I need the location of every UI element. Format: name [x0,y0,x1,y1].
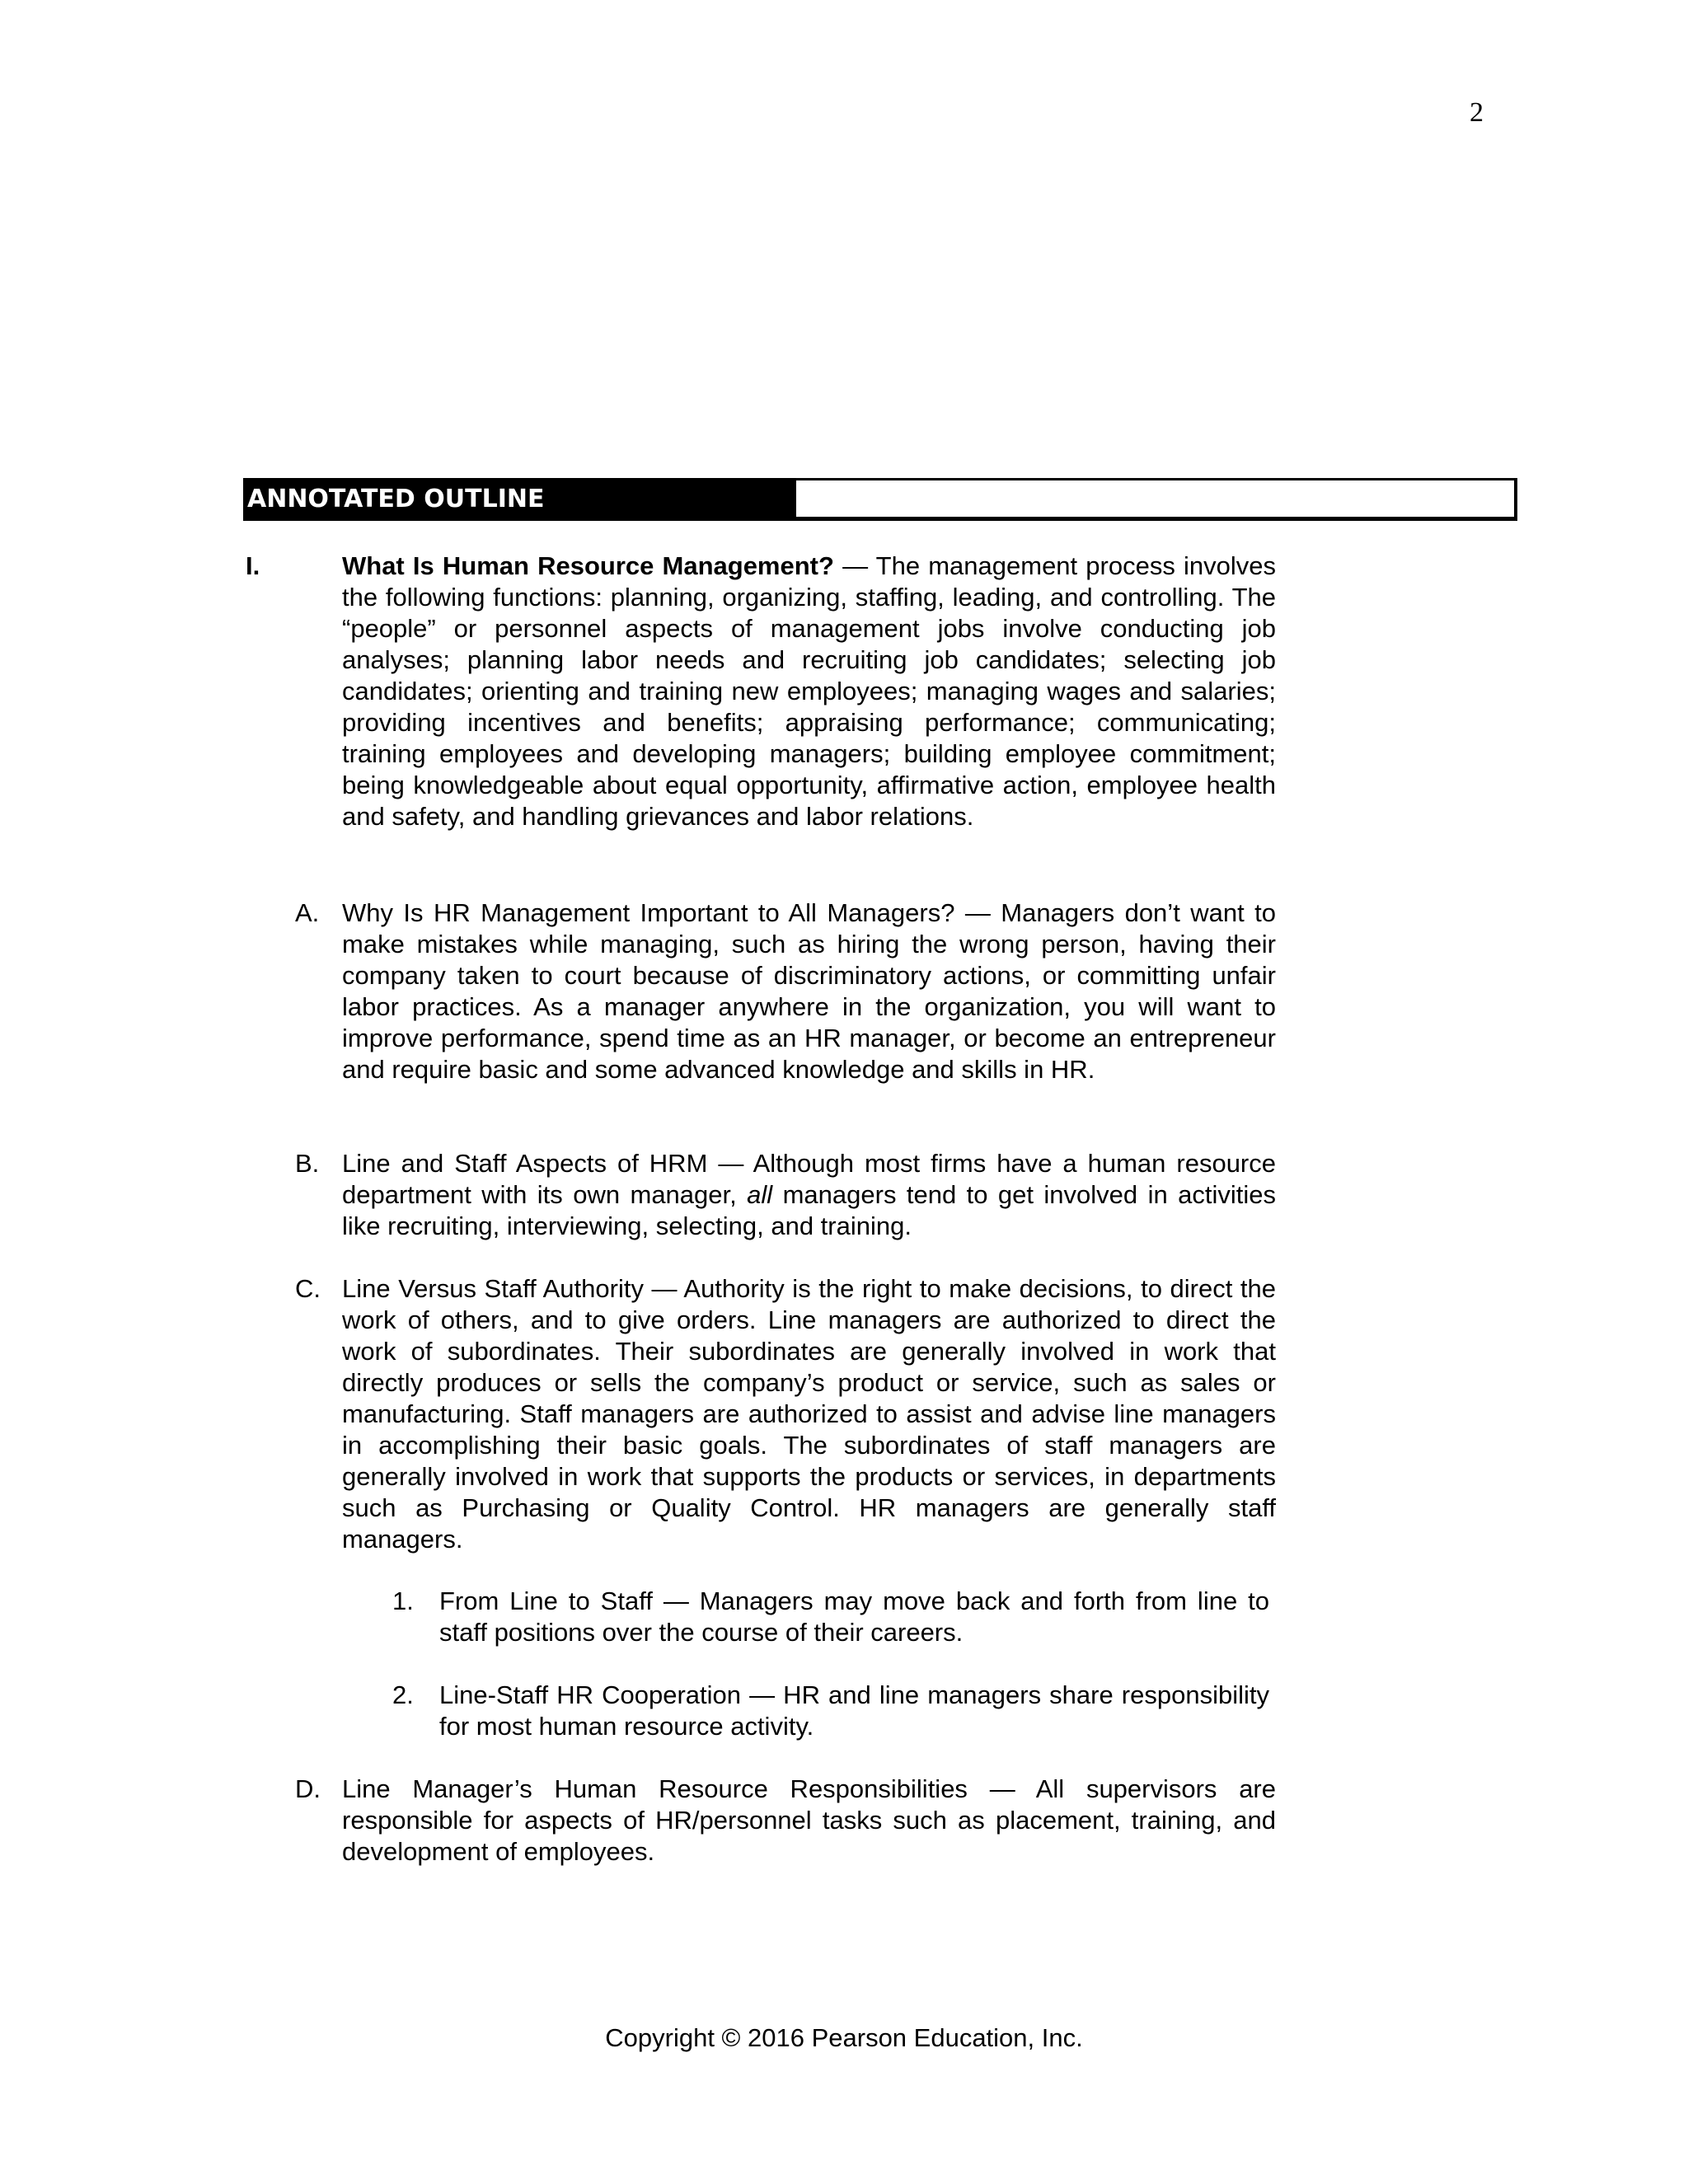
outline-marker: 2. [392,1680,414,1709]
outline-text: Line-Staff HR Cooperation — HR and line managers share responsibility for most human resource activity. [439,1680,1269,1741]
outline-item-I [246,551,1276,832]
copyright-footer: Copyright © 2016 Pearson Education, Inc. [605,2023,1083,2052]
heading-dash: — [833,551,876,580]
outline-marker: B. [295,1149,320,1178]
outline-subitem-1 [392,1586,1269,1648]
outline-text: The management process involves the following functions: planning, organizing, staffing, leading, and controlling. The “people” or personnel aspects of management jobs involve conducting job analyses; planning labor needs and recruiting job candidates; selecting job candidates; orienting and training new employees; managing wages and salaries; providing incentives and benefits; appraising performance; communicating; training employees and developing managers; building employee commitment; being knowledgeable about equal opportunity, affirmative action, employee health and safety, and handling grievances and labor relations. [342,551,1276,831]
outline-heading: What Is Human Resource Management? [342,551,834,580]
outline-item-B [295,1148,1276,1242]
section-header-bar [243,478,1517,521]
outline-text: From Line to Staff — Managers may move back and forth from line to staff positions over the course of their careers. [439,1586,1269,1647]
outline-text: Line and Staff Aspects of HRM — Although most firms have a human resource department with its own manager, [342,1149,1276,1209]
outline-item-A [295,898,1276,1085]
outline-text: Line Manager’s Human Resource Responsibilities — All supervisors are responsible for aspects of HR/personnel tasks such as placement, training, and development of employees. [342,1774,1276,1866]
outline-marker: D. [295,1774,321,1803]
outline-marker: I. [246,551,260,580]
outline-item-C [295,1273,1276,1555]
page-number: 2 [1470,97,1484,128]
section-title: ANNOTATED OUTLINE [246,478,796,521]
outline-subitem-2 [392,1680,1269,1742]
outline-text: Why Is HR Management Important to All Managers? — Managers don’t want to make mistakes while managing, such as hiring the wrong person, having their company taken to court because of discriminatory actions, or committing unfair labor practices. As a manager anywhere in the organization, you will want to improve performance, spend time as an HR manager, or become an entrepreneur and require basic and some advanced knowledge and skills in HR. [342,898,1276,1084]
outline-text-continued: managers tend to get involved in activities like recruiting, interviewing, selecting, and training. [342,1180,1276,1240]
emphasis-text: all [747,1180,773,1209]
outline-marker: C. [295,1274,321,1303]
outline-marker: A. [295,898,320,927]
outline-marker: 1. [392,1586,414,1615]
outline-item-D [295,1774,1276,1868]
outline-text: Line Versus Staff Authority — Authority is the right to make decisions, to direct the work of others, and to give orders. Line managers are authorized to direct the work of subordinates. Their subordinates are generally involved in work that directly produces or sells the company’s product or service, such as sales or manufacturing. Staff managers are authorized to assist and advise line managers in accomplishing their basic goals. The subordinates of staff managers are generally involved in work that supports the products or services, in departments such as Purchasing or Quality Control. HR managers are generally staff managers. [342,1274,1276,1554]
